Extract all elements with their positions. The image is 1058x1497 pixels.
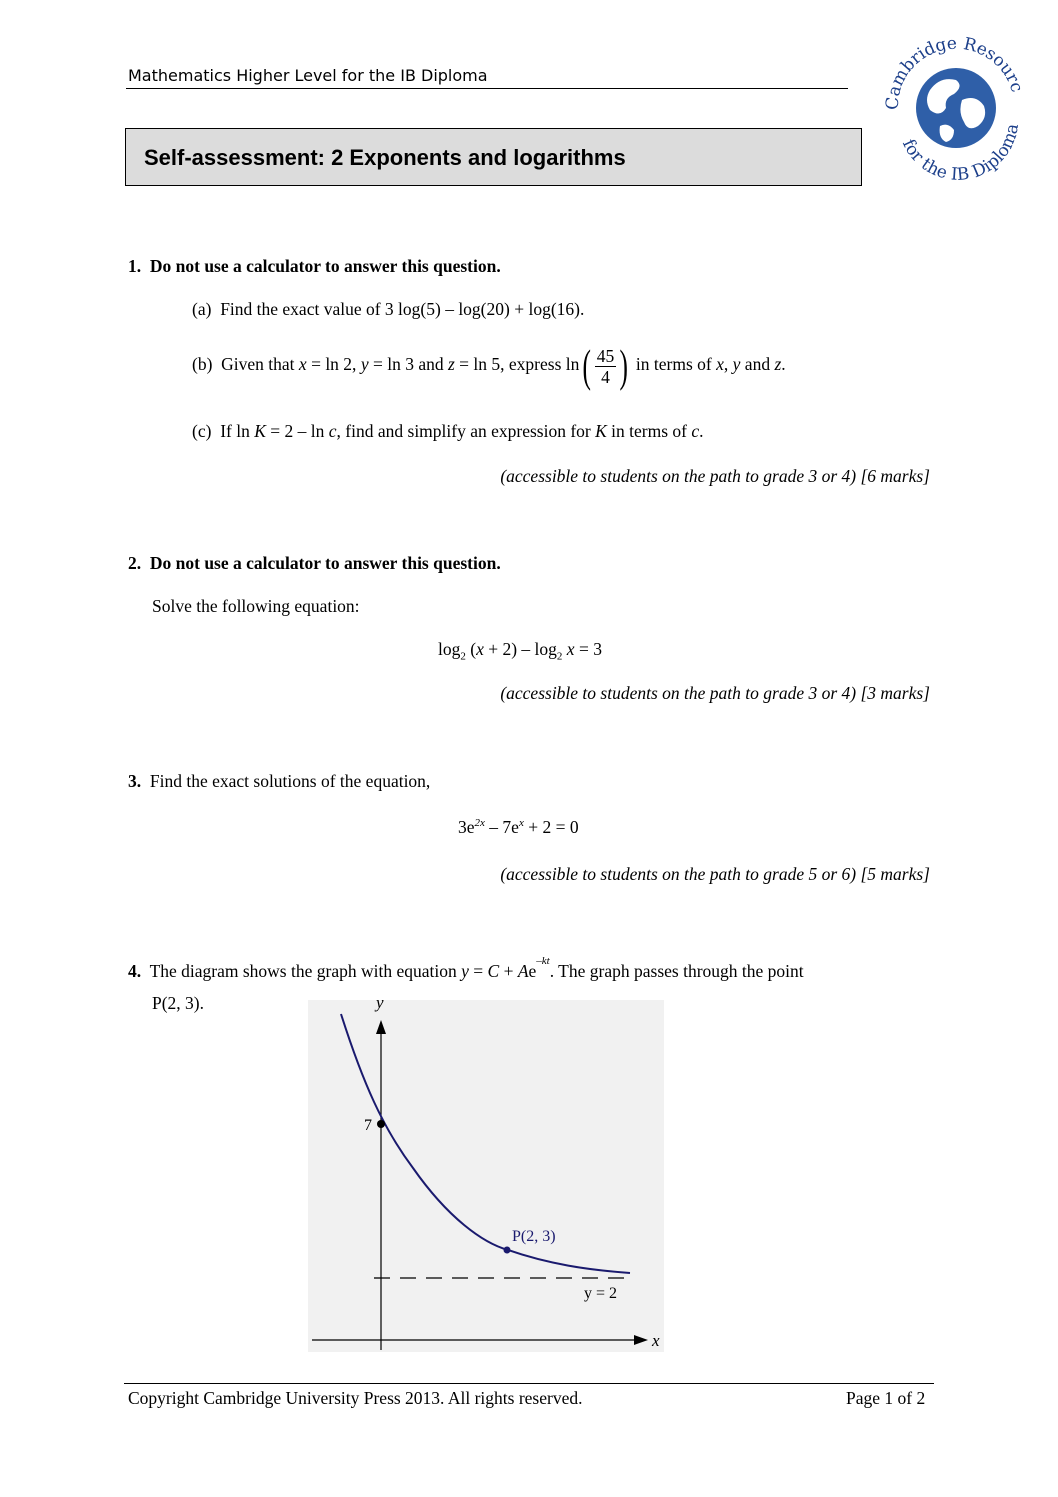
q1-number: 1. <box>128 256 142 276</box>
q1-c-mid: = 2 – ln <box>265 421 329 441</box>
point-p <box>504 1247 511 1254</box>
footer-divider <box>124 1383 934 1384</box>
q1-a-text: Find the exact value of 3 log(5) – log(20) + log(16). <box>220 299 585 319</box>
q1-part-c: (c) If ln K = 2 – ln c, find and simplify an expression for K in terms of c. <box>192 421 704 441</box>
y-intercept-point <box>377 1120 385 1128</box>
point-p-label: P(2, 3) <box>512 1228 556 1245</box>
q1-c-post: , find and simplify an expression for <box>336 421 596 441</box>
q1-heading <box>128 256 501 277</box>
footer-page-number: Page 1 of 2 <box>846 1388 926 1408</box>
q1-a-label: (a) <box>192 299 212 319</box>
q1-b-mid: express ln <box>504 354 580 375</box>
q3-marks-note: (accessible to students on the path to grade 5 or 6) [5 marks] <box>500 864 930 884</box>
q2-number: 2. <box>128 553 142 573</box>
asymptote-label: y = 2 <box>584 1285 618 1302</box>
section-title-box <box>125 128 862 186</box>
q1-b-label: (b) <box>192 354 213 375</box>
q1-b-post: in terms of <box>631 354 717 375</box>
q1-c-pre: If ln <box>220 421 255 441</box>
q4-text-post: . The graph passes through the point <box>549 961 804 981</box>
q4-text-pre: The diagram shows the graph with equation <box>149 961 462 981</box>
q2-text: Solve the following equation: <box>152 596 360 616</box>
q1-b-fraction <box>595 346 617 387</box>
q1-b-numerator: 45 <box>596 345 615 366</box>
logo-text-top: Cambridge Resourc <box>882 33 1027 111</box>
section-title: Self-assessment: 2 Exponents and logarithms <box>144 145 626 170</box>
q2-instruction: Do not use a calculator to answer this question. <box>149 553 501 573</box>
q1-instruction: Do not use a calculator to answer this question. <box>149 256 501 276</box>
q1-b-pre: Given that <box>221 354 299 375</box>
footer-copyright: Copyright Cambridge University Press 2013. All rights reserved. <box>128 1388 583 1408</box>
q2-equation: $\log_2 (x + 2) - \log_2 x = 3$ <box>438 639 602 663</box>
q4-text-line2: P(2, 3). <box>152 993 205 1013</box>
y-axis-label: y <box>376 993 384 1012</box>
cambridge-logo <box>880 30 1030 180</box>
q3-number: 3. <box>128 771 142 791</box>
x-axis-label: x <box>652 1331 660 1350</box>
y-intercept-label: 7 <box>364 1117 372 1134</box>
document-title: Mathematics Higher Level for the IB Diploma <box>128 66 488 85</box>
logo-text-bottom: for the IB Diploma <box>897 122 1023 180</box>
q2-marks-note: (accessible to students on the path to grade 3 or 4) [3 marks] <box>500 683 930 703</box>
q1-c-label: (c) <box>192 421 212 441</box>
header-divider <box>126 88 848 89</box>
q3-heading <box>128 771 430 792</box>
q4-graph <box>308 988 664 1356</box>
q1-part-b: (b) Given that x = ln 2, y = ln 3 and z = ln 5, express ln( $\frac{45}{4}$ ) in terms of x, y and z. <box>192 340 786 391</box>
q3-equation: $3e^{2x} - 7e^x + 2 = 0$ <box>458 817 579 837</box>
q4-number: 4. <box>128 961 142 981</box>
q4-heading: 4. The diagram shows the graph with equation $y = C + Ae^{-kt}$. The graph passes through the point <box>128 955 804 981</box>
q1-marks-note: (accessible to students on the path to grade 3 or 4) [6 marks] <box>500 466 930 486</box>
q2-heading <box>128 553 501 574</box>
q1-c-end: in terms of <box>606 421 692 441</box>
q1-b-denominator: 4 <box>601 366 610 387</box>
q3-text: Find the exact solutions of the equation, <box>149 771 431 791</box>
q1-part-a <box>192 299 584 320</box>
